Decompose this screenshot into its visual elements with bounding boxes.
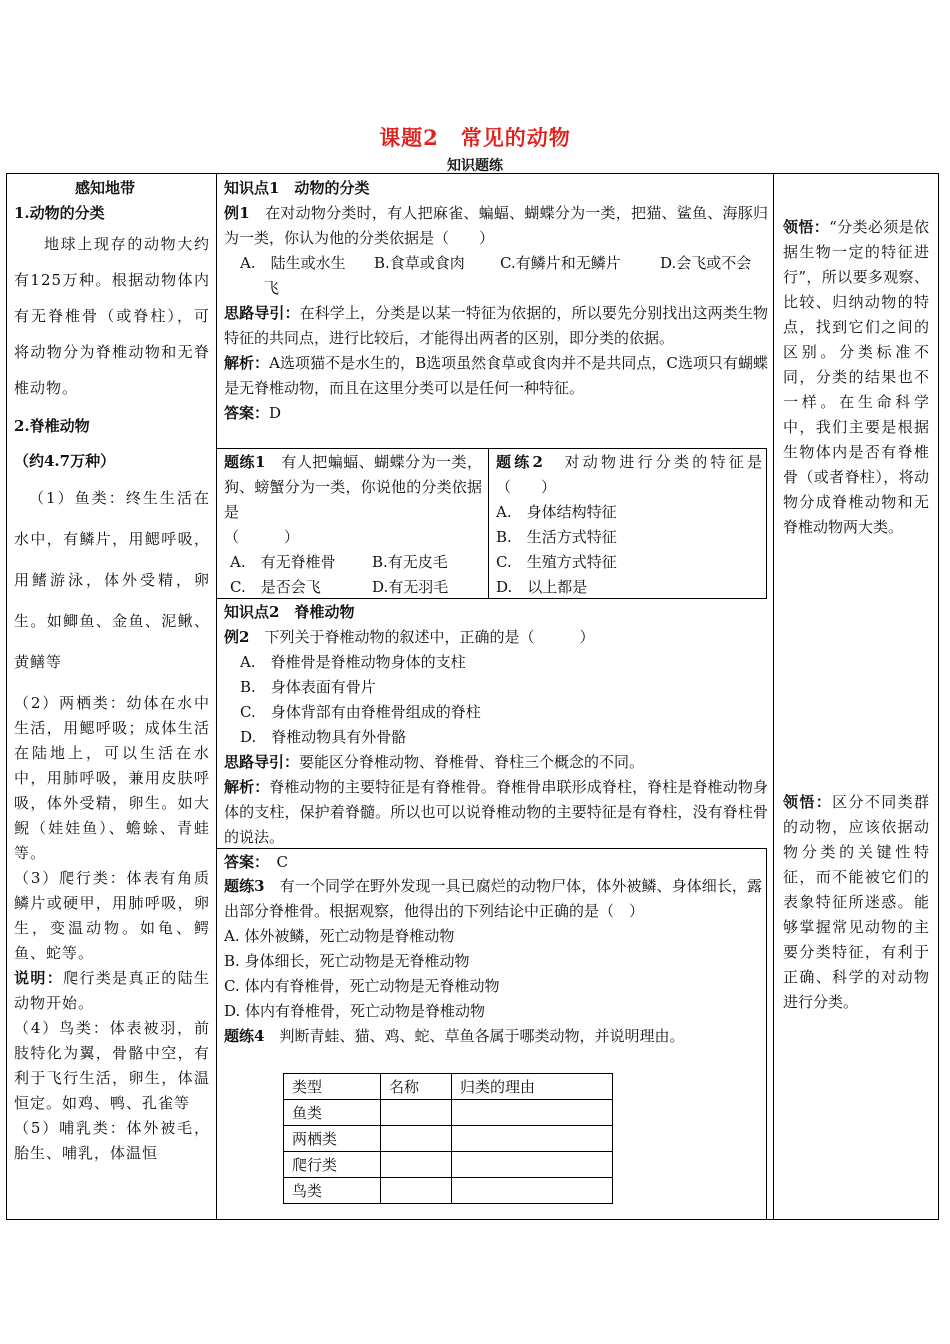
table-cell-reason-input[interactable] — [452, 1152, 613, 1178]
practice-1-paren: （ ） — [224, 528, 300, 546]
example-1 — [224, 201, 768, 251]
note-text: 爬行类是真正的陆生动物开始。 — [14, 969, 210, 1012]
practice-1-label: 题练1 — [224, 453, 266, 471]
analysis-1-text: A选项猫不是水生的，B选项虽然食草或食肉并不是共同点，C选项只有蝴蝶是无脊椎动物，而且在这里分类可以是任何一种特征。 — [224, 354, 768, 397]
section-1-title: 1.动物的分类 — [14, 204, 105, 222]
practice-3-question — [224, 874, 762, 924]
classification-table — [283, 1073, 613, 1204]
amphibian-text: （2）两栖类：幼体在水中生活，用鳃呼吸；成体生活在陆地上，可以生活在水中，用肺呼吸，兼用皮肤呼吸，体外受精，卵生。如大鲵（娃娃鱼）、蟾蜍、青蛙等。 — [14, 694, 210, 862]
practice-4-label: 题练4 — [224, 1027, 265, 1045]
insight-2-text: 区分不同类群的动物，应该依据动物分类的关键性特征，而不能被它们的表象特征所迷惑。能够掌握常见动物的主要分类特征，有利于正确、科学的对动物进行分类。 — [783, 793, 929, 1011]
practice-1-options-row-2 — [224, 575, 482, 600]
practice-2 — [496, 450, 762, 600]
page-title: 课题2 常见的动物 — [379, 125, 571, 150]
table-row — [284, 1152, 613, 1178]
table-cell-type: 两栖类 — [284, 1126, 381, 1152]
table-header-cell: 归类的理由 — [452, 1074, 613, 1100]
practice-1-option-b: B.有无皮毛 — [372, 553, 448, 571]
divider-right — [773, 173, 774, 1220]
note-label: 说明： — [14, 969, 64, 987]
practice-1-options-row-1 — [224, 550, 482, 575]
example-2-label: 例2 — [224, 628, 250, 646]
analysis-2-label: 解析： — [224, 778, 270, 796]
guide-2 — [224, 750, 768, 775]
knowledge-point-1: 知识点1 动物的分类 — [224, 179, 370, 197]
section-2-subtitle: （约4.7万种） — [14, 452, 116, 470]
table-cell-reason-input[interactable] — [452, 1100, 613, 1126]
example-1-option-a: A. 陆生或水生 — [240, 254, 346, 272]
note — [14, 966, 210, 1016]
answer-1-label: 答案： — [224, 404, 270, 422]
practice-2-text: 对动物进行分类的特征是（ ） — [496, 453, 762, 496]
example-2 — [224, 625, 768, 650]
example-1-text: 在对动物分类时，有人把麻雀、蝙蝠、蝴蝶分为一类，把猫、鲨鱼、海豚归为一类，你认为他的分类依据是（ ） — [224, 204, 768, 247]
answer-2 — [224, 850, 768, 875]
fish-text: （1）鱼类：终生生活在水中，有鳞片，用鳃呼吸，用鳍游泳，体外受精，卵生。如鲫鱼、金鱼、泥鳅、黄鳝等 — [14, 489, 210, 671]
practice-4-question — [224, 1024, 762, 1049]
example-1-option-wrap: 飞 — [264, 279, 280, 297]
answer-2-label: 答案： — [224, 853, 262, 871]
insight-1-label: 领悟： — [783, 218, 830, 236]
example-2-option-c: C. 身体背部有由脊椎骨组成的脊柱 — [240, 703, 481, 721]
insight-2-label: 领悟： — [783, 793, 833, 811]
insight-2 — [783, 790, 929, 1015]
practice-2-option-c: C. 生殖方式特征 — [496, 553, 617, 571]
table-row — [284, 1178, 613, 1204]
practice-3-text: 有一个同学在野外发现一具已腐烂的动物尸体，体外被鳞、身体细长，露出部分脊椎骨。根据观察，他得出的下列结论中正确的是（ ） — [224, 877, 762, 920]
bird-text: （4）鸟类：体表被羽，前肢特化为翼，骨骼中空，有利于飞行生活，卵生，体温恒定。如鸡、鸭、孔雀等 — [14, 1019, 210, 1112]
example-1-label: 例1 — [224, 204, 250, 222]
practice-2-question — [496, 450, 762, 500]
analysis-2-text: 脊椎动物的主要特征是有脊椎骨。脊椎骨串联形成脊柱，脊柱是脊椎动物身体的支柱，保护着脊髓。所以也可以说脊椎动物的主要特征是有脊柱，没有脊柱骨的说法。 — [224, 778, 768, 846]
table-cell-type: 鱼类 — [284, 1100, 381, 1126]
practice-3 — [224, 874, 762, 1049]
section-1-text: 地球上现存的动物大约有125万种。根据动物体内有无脊椎骨（或脊柱），可将动物分为脊椎动物和无脊椎动物。 — [14, 235, 210, 397]
practice-1-option-a: A. 有无脊椎骨 — [230, 553, 336, 571]
practice-1 — [224, 450, 482, 600]
practice-1-option-d: D.有无羽毛 — [372, 578, 449, 596]
practice-2-option-b: B. 生活方式特征 — [496, 528, 617, 546]
table-row — [284, 1126, 613, 1152]
guide-1-text: 在科学上，分类是以某一特征为依据的，所以要先分别找出这两类生物特征的共同点，进行比较后，才能得出两者的区别，即分类的依据。 — [224, 304, 768, 347]
table-header-row — [284, 1074, 613, 1100]
reptile-text: （3）爬行类：体表有角质鳞片或硬甲，用肺呼吸，卵生，变温动物。如龟、鳄鱼、蛇等。 — [14, 869, 210, 962]
analysis-2 — [224, 775, 768, 850]
section-2-title: 2.脊椎动物 — [14, 417, 90, 435]
middle-column — [224, 176, 768, 426]
practice-3-option-b: B. 身体细长，死亡动物是无脊椎动物 — [224, 952, 470, 970]
table-cell-name-input[interactable] — [381, 1178, 452, 1204]
left-column — [14, 176, 210, 1166]
guide-1 — [224, 301, 768, 351]
mammal-text: （5）哺乳类：体外被毛，胎生、哺乳，体温恒 — [14, 1119, 210, 1162]
practice-2-option-a: A. 身体结构特征 — [496, 503, 617, 521]
analysis-1 — [224, 351, 768, 401]
knowledge-point-2-section — [224, 600, 768, 875]
table-cell-name-input[interactable] — [381, 1100, 452, 1126]
practice-1-text: 有人把蝙蝠、蝴蝶分为一类，狗、螃蟹分为一类，你说他的分类依据是 — [224, 453, 482, 521]
practice-3-label: 题练3 — [224, 877, 265, 895]
table-cell-type: 爬行类 — [284, 1152, 381, 1178]
guide-2-text: 要能区分脊椎动物、脊椎骨、脊柱三个概念的不同。 — [299, 753, 645, 771]
insight-1-text: “分类必须是依据生物一定的特征进行”，所以要多观察、比较、归纳动物的特点，找到它们之间的区别。分类标准不同，分类的结果也不一样。在生命科学中，我们主要是根据生物体内是否有脊椎骨（或者脊柱），将动物分成脊椎动物和无脊椎动物两大类。 — [783, 218, 929, 536]
page-subtitle: 知识题练 — [447, 158, 503, 174]
analysis-1-label: 解析： — [224, 354, 270, 372]
example-2-option-d: D. 脊椎动物具有外骨骼 — [240, 728, 407, 746]
practice-1-option-c: C. 是否会飞 — [230, 578, 321, 596]
example-2-text: 下列关于脊椎动物的叙述中，正确的是（ ） — [264, 628, 595, 646]
table-row — [284, 1100, 613, 1126]
example-1-option-b: B.食草或食肉 — [374, 254, 465, 272]
practice-4-text: 判断青蛙、猫、鸡、蛇、草鱼各属于哪类动物，并说明理由。 — [279, 1027, 685, 1045]
example-1-option-d: D.会飞或不会 — [660, 254, 752, 272]
practice-3-option-c: C. 体内有脊椎骨，死亡动物是无脊椎动物 — [224, 977, 500, 995]
answer-1-value: D — [269, 404, 282, 422]
example-1-options — [224, 251, 768, 276]
insight-1 — [783, 215, 929, 540]
practice-2-option-d: D. 以上都是 — [496, 578, 588, 596]
guide-1-label: 思路导引： — [224, 304, 300, 322]
table-cell-name-input[interactable] — [381, 1152, 452, 1178]
table-header-cell: 类型 — [284, 1074, 381, 1100]
example-2-option-a: A. 脊椎骨是脊椎动物身体的支柱 — [240, 653, 466, 671]
guide-2-label: 思路导引： — [224, 753, 300, 771]
table-cell-name-input[interactable] — [381, 1126, 452, 1152]
practice-3-option-a: A. 体外被鳞，死亡动物是脊椎动物 — [224, 927, 455, 945]
knowledge-point-2: 知识点2 脊椎动物 — [224, 603, 355, 621]
table-header-cell: 名称 — [381, 1074, 452, 1100]
answer-1 — [224, 401, 768, 426]
left-heading: 感知地带 — [74, 179, 135, 197]
practice-3-option-d: D. 体内有脊椎骨，死亡动物是脊椎动物 — [224, 1002, 486, 1020]
practice-1-question — [224, 450, 482, 525]
table-cell-type: 鸟类 — [284, 1178, 381, 1204]
practice-box-divider — [488, 448, 489, 599]
practice-2-label: 题练2 — [496, 453, 543, 471]
table-cell-reason-input[interactable] — [452, 1126, 613, 1152]
example-2-option-b: B. 身体表面有骨片 — [240, 678, 376, 696]
example-1-option-c: C.有鳞片和无鳞片 — [500, 254, 621, 272]
table-cell-reason-input[interactable] — [452, 1178, 613, 1204]
answer-2-value: C — [276, 853, 289, 871]
